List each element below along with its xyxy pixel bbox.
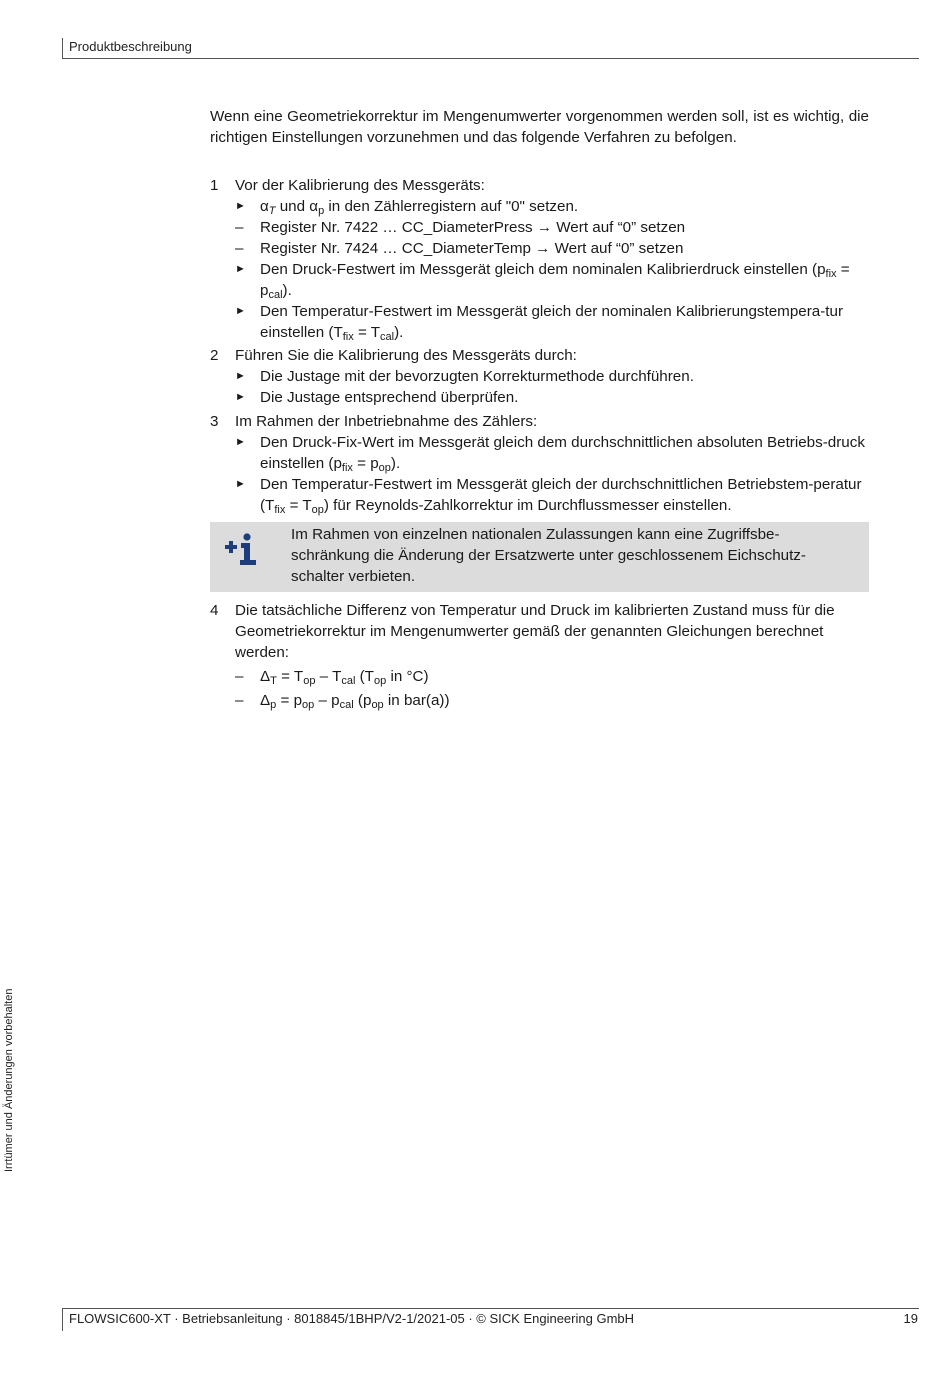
- step-number: 1: [210, 177, 219, 194]
- page-number: 19: [903, 1311, 918, 1326]
- step-number: 3: [210, 413, 219, 430]
- footer-text: FLOWSIC600-XT · Betriebsanleitung · 8018845/1BHP/V2-1/2021-05 · © SICK Engineering GmbH: [69, 1311, 635, 1326]
- side-disclaimer: Irrtümer und Änderungen vorbehalten: [3, 988, 15, 1172]
- step-text: Vor der Kalibrierung des Messgeräts:: [235, 177, 485, 194]
- step-4: [210, 600, 869, 663]
- note-text: Im Rahmen von einzelnen nationalen Zulassungen kann eine Zugriffsbe-schränkung die Änderung der Ersatzwerte unter geschlossenem Eichschutz-schalter verbieten.: [291, 526, 806, 585]
- register-7422-text: Register Nr. 7422 … CC_DiameterPress → Wert auf “0” setzen: [260, 219, 686, 236]
- dash-bullet: –: [235, 219, 244, 236]
- arrow-bullet-icon: ►: [235, 200, 246, 212]
- arrow-bullet-icon: ►: [235, 305, 246, 317]
- page-footer: [62, 1308, 919, 1331]
- step-number: 4: [210, 602, 219, 619]
- dash-bullet: –: [235, 668, 244, 685]
- list-item: ► $\alpha_T$ und $\alpha_p$ in den Zählerregistern auf "0" setzen.: [235, 198, 579, 217]
- arrow-bullet-icon: ►: [235, 391, 246, 403]
- list-item: [210, 217, 869, 238]
- info-plus-icon: [224, 532, 264, 566]
- dash-bullet: –: [235, 692, 244, 709]
- info-note-box: [210, 522, 869, 592]
- list-item: – $\Delta_T = T_{op} - T_{cal}$ ($T_{op}$ in °C): [235, 668, 429, 687]
- list-item: ► Den Temperatur-Festwert im Messgerät gleich der nominalen Kalibrierungstempera-tur einstellen $(T_{fix} = T_{cal})$.: [235, 303, 843, 343]
- step-2: [210, 345, 869, 366]
- register-7424-text: Register Nr. 7424 … CC_DiameterTemp → Wert auf “0” setzen: [260, 240, 684, 257]
- list-item: ► Den Druck-Fix-Wert im Messgerät gleich dem durchschnittlichen absoluten Betriebs-druck einstellen $(p_{fix} = p_{op})$.: [235, 434, 865, 474]
- intro-paragraph: Wenn eine Geometriekorrektur im Mengenumwerter vorgenommen werden soll, ist es wichtig, die richtigen Einstellungen vorzunehmen und das folgende Verfahren zu befolgen.: [210, 108, 869, 146]
- arrow-bullet-icon: ►: [235, 263, 246, 275]
- list-item: – $\Delta_p = p_{op} - p_{cal}$ ($p_{op}$ in bar(a)): [235, 692, 450, 711]
- step-number: 2: [210, 347, 219, 364]
- page-header: [62, 38, 919, 59]
- list-item: ► Die Justage mit der bevorzugten Korrekturmethode durchführen.: [235, 368, 694, 385]
- list-item: ► Den Temperatur-Festwert im Messgerät gleich der durchschnittlichen Betriebstem-peratur $(T_{fix} = T_{op})$ für Reynolds-Zahlkorrektur im Durchflussmesser einstellen.: [235, 476, 862, 516]
- list-item: ► Die Justage entsprechend überprüfen.: [235, 389, 519, 406]
- step-text: Führen Sie die Kalibrierung des Messgeräts durch:: [235, 347, 577, 364]
- arrow-bullet-icon: ►: [235, 478, 246, 490]
- dash-bullet: –: [235, 240, 244, 257]
- main-content: [210, 106, 869, 711]
- arrow-bullet-icon: ►: [235, 370, 246, 382]
- list-item: ► Den Druck-Festwert im Messgerät gleich dem nominalen Kalibrierdruck einstellen $(p_{fix} = p_{cal})$.: [235, 261, 850, 301]
- arrow-bullet-icon: ►: [235, 436, 246, 448]
- step-text: Im Rahmen der Inbetriebnahme des Zählers:: [235, 413, 538, 430]
- section-title: Produktbeschreibung: [69, 39, 192, 54]
- procedure-list: [210, 175, 869, 711]
- step-text: Die tatsächliche Differenz von Temperatur und Druck im kalibrierten Zustand muss für die Geometriekorrektur im Mengenumwerter gemäß der genannten Gleichungen berechnet werden:: [235, 602, 835, 661]
- step-3: [210, 411, 869, 432]
- step-1: [210, 175, 869, 196]
- list-item: [210, 238, 869, 259]
